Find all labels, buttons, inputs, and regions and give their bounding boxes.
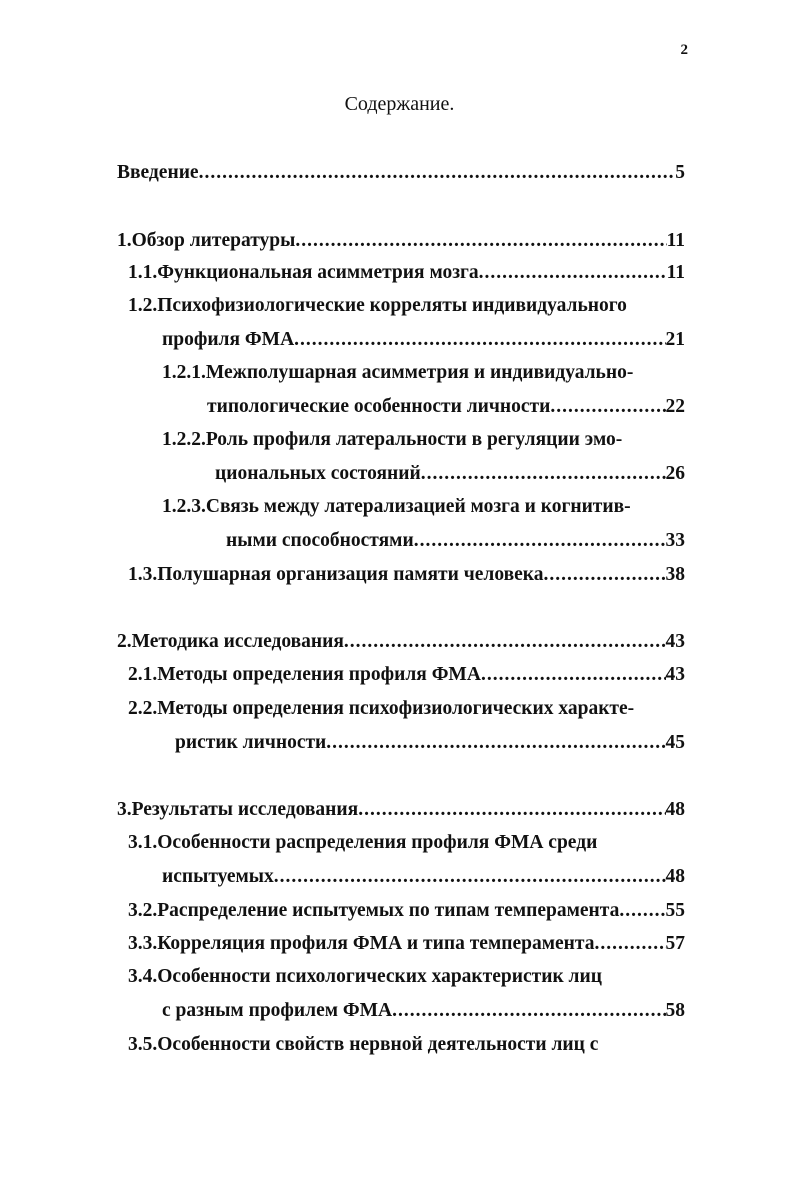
leader-dots [543,560,665,590]
toc-entry-page: 48 [665,866,685,887]
leader-dots [414,526,666,556]
leader-dots [481,660,666,690]
toc-entry-3-5-line1[interactable]: 3.5.Особенности свойств нервной деятельности лиц с [128,1034,599,1055]
leader-dots [344,627,666,657]
toc-entry-page: 21 [665,329,685,350]
toc-entry-text: ными способностями [226,530,414,551]
toc-entry-page: 48 [665,799,685,820]
toc-entry-text: Введение [117,162,199,183]
leader-dots [358,795,665,825]
toc-entry-page: 45 [665,732,685,753]
toc-entry-text: 3.Результаты исследования [117,799,359,820]
leader-dots [392,996,665,1026]
toc-entry-3-2[interactable] [128,896,685,926]
leader-dots [274,862,666,892]
toc-entry-1-2[interactable] [162,325,685,355]
toc-entry-1-2-1[interactable] [207,392,685,422]
toc-entry-text: 2.Методика исследования [117,631,344,652]
toc-entry-2-1[interactable] [128,660,685,690]
leader-dots [619,896,665,926]
toc-entry-intro[interactable] [117,158,685,188]
toc-entry-page: 22 [665,396,685,417]
leader-dots [594,929,665,959]
toc-entry-3-3[interactable] [128,929,685,959]
toc-entry-3-1[interactable] [162,862,685,892]
toc-entry-text: профиля ФМА [162,329,295,350]
toc-entry-text: 2.1.Методы определения профиля ФМА [128,664,481,685]
toc-entry-page: 43 [665,631,685,652]
toc-entry-1-2-3[interactable] [226,526,685,556]
toc-entry-chapter-2[interactable] [117,627,685,657]
toc-entry-3-1-line1[interactable]: 3.1.Особенности распределения профиля ФМА среди [128,832,598,853]
toc-entry-page: 43 [665,664,685,685]
toc-entry-2-2[interactable] [175,728,685,758]
toc-entry-2-2-line1[interactable]: 2.2.Методы определения психофизиологических характе- [128,698,635,719]
toc-entry-1-2-line1[interactable]: 1.2.Психофизиологические корреляты индивидуального [128,295,627,316]
toc-entry-page: 57 [665,933,685,954]
toc-entry-1-2-1-line1[interactable]: 1.2.1.Межполушарная асимметрия и индивидуально- [162,362,634,383]
leader-dots [199,158,676,188]
toc-entry-1-2-2-line1[interactable]: 1.2.2.Роль профиля латеральности в регуляции эмо- [162,429,623,450]
toc-entry-text: 1.3.Полушарная организация памяти человека [128,564,544,585]
page-number: 2 [680,42,688,58]
toc-entry-text: 3.3.Корреляция профиля ФМА и типа темперамента [128,933,595,954]
toc-entry-1-2-3-line1[interactable]: 1.2.3.Связь между латерализацией мозга и когнитив- [162,496,631,517]
page-title: Содержание. [344,93,455,115]
leader-dots [479,258,667,288]
toc-entry-1-1[interactable] [128,258,685,288]
toc-entry-chapter-1[interactable] [117,226,685,256]
toc-entry-text: циональных состояний [215,463,421,484]
toc-entry-page: 58 [665,1000,685,1021]
leader-dots [294,325,665,355]
toc-entry-text: ристик личности [175,732,327,753]
toc-entry-page: 5 [675,162,685,183]
toc-entry-text: 1.1.Функциональная асимметрия мозга [128,262,479,283]
toc-entry-page: 26 [665,463,685,484]
toc-entry-text: 1.Обзор литературы [117,230,296,251]
toc-entry-text: типологические особенности личности [207,396,551,417]
leader-dots [421,459,666,489]
toc-entry-text: с разным профилем ФМА [162,1000,393,1021]
toc-entry-page: 38 [665,564,685,585]
toc-entry-page: 55 [665,900,685,921]
leader-dots [326,728,665,758]
toc-entry-page: 11 [666,230,685,251]
toc-entry-text: испытуемых [162,866,274,887]
toc-entry-text: 3.2.Распределение испытуемых по типам темперамента [128,900,620,921]
toc-entry-1-3[interactable] [128,560,685,590]
toc-entry-page: 33 [665,530,685,551]
toc-entry-page: 11 [666,262,685,283]
toc-entry-3-4[interactable] [162,996,685,1026]
toc-entry-chapter-3[interactable] [117,795,685,825]
leader-dots [295,226,666,256]
toc-entry-3-4-line1[interactable]: 3.4.Особенности психологических характеристик лиц [128,966,602,987]
toc-entry-1-2-2[interactable] [215,459,685,489]
leader-dots [550,392,665,422]
